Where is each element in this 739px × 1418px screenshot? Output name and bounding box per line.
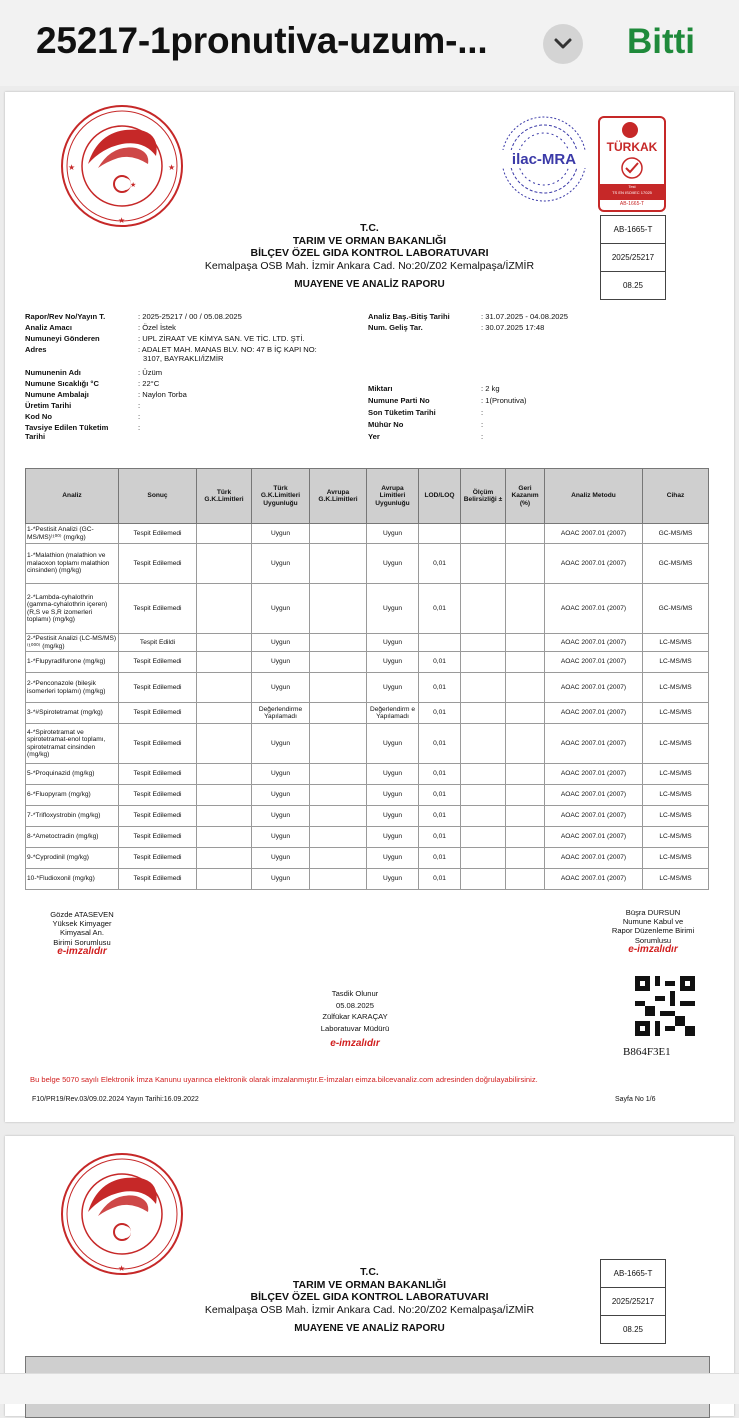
column-header: Analiz Metodu — [545, 469, 643, 524]
column-header: Türk G.K.Limitleri — [197, 469, 252, 524]
table-cell: 3-*#Spirotetramat (mg/kg) — [26, 703, 119, 724]
table-cell: Tespit Edilemedi — [119, 806, 197, 827]
signature-lab-manager: Tasdik Olunur 05.08.2025 Zülfükar KARAÇAY Laboratuvar Müdürü e-imzalıdır — [285, 988, 425, 1050]
table-row — [26, 869, 709, 890]
ministry-seal-logo — [60, 1152, 184, 1276]
table-cell: Tespit Edilemedi — [119, 724, 197, 764]
table-cell: Uygun — [367, 764, 419, 785]
table-cell — [506, 785, 545, 806]
sample-info-right: Analiz Baş.-Bitiş Tarihi : 31.07.2025 - 04.08.2025 Num. Geliş Tar. : 30.07.2025 17:48 Miktarı : 2 kg Numune Parti No : 1(Pronutiva) Son Tüketim Tarihi : Mühür No : Yer : — [368, 312, 568, 441]
svg-text:★: ★ — [130, 181, 137, 189]
table-cell — [461, 652, 506, 673]
table-cell — [310, 584, 367, 634]
table-cell: Uygun — [252, 544, 310, 584]
table-header-row — [26, 469, 709, 524]
table-cell — [506, 524, 545, 544]
table-cell: 0,01 — [419, 724, 461, 764]
table-cell — [461, 584, 506, 634]
table-cell: Uygun — [252, 764, 310, 785]
table-cell — [461, 724, 506, 764]
table-cell: Uygun — [367, 724, 419, 764]
table-cell: Uygun — [252, 673, 310, 703]
table-cell: Uygun — [252, 827, 310, 848]
svg-text:★: ★ — [68, 163, 76, 172]
table-cell — [506, 634, 545, 652]
column-header: Ölçüm Belirsizliği ± — [461, 469, 506, 524]
table-cell: AOAC 2007.01 (2007) — [545, 673, 643, 703]
table-cell: Uygun — [252, 848, 310, 869]
table-cell — [310, 724, 367, 764]
table-cell — [197, 544, 252, 584]
svg-text:ilac-MRA: ilac-MRA — [511, 151, 577, 168]
title-menu-button[interactable] — [543, 24, 583, 64]
table-cell: 0,01 — [419, 806, 461, 827]
table-cell: LC-MS/MS — [643, 785, 709, 806]
column-header: Türk G.K.Limitleri Uygunluğu — [252, 469, 310, 524]
table-cell: Uygun — [367, 634, 419, 652]
table-cell: 4-*Spirotetramat ve spirotetramat-enol toplamı, spirotetramat cinsinden (mg/kg) — [26, 724, 119, 764]
signature-sample-acceptance: Büşra DURSUN Numune Kabul ve Rapor Düzenleme Birimi Sorumlusu e-imzalıdır — [593, 908, 713, 954]
form-reference: F10/PR19/Rev.03/09.02.2024 Yayın Tarihi:16.09.2022 — [32, 1096, 199, 1103]
table-cell — [506, 544, 545, 584]
column-header: Avrupa G.K.Limitleri — [310, 469, 367, 524]
table-cell: Uygun — [367, 806, 419, 827]
table-row — [26, 524, 709, 544]
organization-header: T.C. TARIM VE ORMAN BAKANLIĞI BİLÇEV ÖZEL GIDA KONTROL LABORATUVARI Kemalpaşa OSB Mah. İzmir Ankara Cad. No:20/Z02 Kemalpaşa/İZMİR — [204, 1266, 535, 1316]
table-cell: LC-MS/MS — [643, 869, 709, 890]
table-cell: AOAC 2007.01 (2007) — [545, 869, 643, 890]
table-cell — [506, 806, 545, 827]
table-cell — [461, 848, 506, 869]
table-cell: Uygun — [252, 584, 310, 634]
accreditation-code: AB-1665-T — [601, 216, 665, 244]
table-cell — [197, 848, 252, 869]
table-row — [26, 673, 709, 703]
table-cell: Uygun — [367, 652, 419, 673]
table-cell — [310, 703, 367, 724]
table-cell — [310, 848, 367, 869]
table-cell: Tespit Edilemedi — [119, 764, 197, 785]
report-title: MUAYENE VE ANALİZ RAPORU — [294, 1323, 445, 1334]
signature-chemist: Gözde ATASEVEN Yüksek Kimyager Kimyasal An. Birimi Sorumlusu e-imzalıdır — [27, 910, 137, 956]
table-cell — [461, 764, 506, 785]
table-row — [26, 827, 709, 848]
table-row — [26, 806, 709, 827]
table-cell — [310, 785, 367, 806]
table-cell: Uygun — [367, 848, 419, 869]
table-cell: LC-MS/MS — [643, 764, 709, 785]
table-cell: Uygun — [367, 524, 419, 544]
table-cell: Uygun — [367, 785, 419, 806]
table-cell: 2-*Lambda-cyhalothrin (gamma-cyhalothrin içeren) (R,S ve S,R izomerleri toplamı) (mg/kg) — [26, 584, 119, 634]
table-cell — [310, 673, 367, 703]
table-cell: Uygun — [367, 584, 419, 634]
table-cell: Uygun — [252, 785, 310, 806]
table-cell: 0,01 — [419, 827, 461, 848]
table-cell — [461, 869, 506, 890]
table-cell: AOAC 2007.01 (2007) — [545, 652, 643, 673]
table-cell — [506, 724, 545, 764]
table-cell — [197, 634, 252, 652]
table-cell: Değerlendirme Yapılamadı — [252, 703, 310, 724]
table-cell: 2-*Pestisit Analizi (LC-MS/MS)⁽¹⁰⁰⁰⁾ (mg/kg) — [26, 634, 119, 652]
turkak-badge-icon — [622, 122, 638, 138]
table-cell: AOAC 2007.01 (2007) — [545, 544, 643, 584]
top-bar — [0, 0, 739, 86]
table-cell: GC-MS/MS — [643, 584, 709, 634]
table-row — [26, 652, 709, 673]
report-code-box: AB-1665-T 2025/25217 08.25 — [600, 1259, 666, 1344]
table-cell: LC-MS/MS — [643, 703, 709, 724]
table-row — [26, 703, 709, 724]
table-cell: AOAC 2007.01 (2007) — [545, 827, 643, 848]
page-number: Sayfa No 1/6 — [615, 1096, 656, 1103]
table-cell: 0,01 — [419, 703, 461, 724]
table-cell: Tespit Edilemedi — [119, 869, 197, 890]
table-cell: 8-*Ametoctradin (mg/kg) — [26, 827, 119, 848]
table-cell — [197, 703, 252, 724]
report-number: 2025/25217 — [601, 244, 665, 272]
bottom-toolbar — [0, 1373, 739, 1404]
table-cell: 0,01 — [419, 652, 461, 673]
table-cell — [461, 673, 506, 703]
ministry-seal-logo — [60, 104, 184, 228]
table-cell — [310, 806, 367, 827]
table-cell: 5-*Proquinazid (mg/kg) — [26, 764, 119, 785]
table-row — [26, 785, 709, 806]
table-cell: GC-MS/MS — [643, 544, 709, 584]
table-cell: Tespit Edilemedi — [119, 703, 197, 724]
table-row — [26, 544, 709, 584]
table-cell: AOAC 2007.01 (2007) — [545, 764, 643, 785]
column-header: Analiz — [26, 469, 119, 524]
column-header: Sonuç — [119, 469, 197, 524]
column-header: Geri Kazanım (%) — [506, 469, 545, 524]
verification-qr-code[interactable] — [635, 976, 695, 1036]
table-cell: 10-*Fludioxonil (mg/kg) — [26, 869, 119, 890]
check-circle-icon — [620, 156, 644, 180]
table-cell: 0,01 — [419, 584, 461, 634]
table-cell — [197, 524, 252, 544]
table-row — [26, 724, 709, 764]
table-cell: Uygun — [252, 869, 310, 890]
document-title: 25217-1pronutiva-uzum-... — [36, 20, 488, 61]
table-cell: AOAC 2007.01 (2007) — [545, 848, 643, 869]
table-cell: AOAC 2007.01 (2007) — [545, 724, 643, 764]
table-row — [26, 584, 709, 634]
table-cell: AOAC 2007.01 (2007) — [545, 703, 643, 724]
table-cell — [419, 634, 461, 652]
table-cell — [310, 634, 367, 652]
report-title: MUAYENE VE ANALİZ RAPORU — [294, 279, 445, 290]
table-cell: Uygun — [367, 544, 419, 584]
e-signature-mark: e-imzalıdır — [628, 943, 678, 955]
table-cell: LC-MS/MS — [643, 634, 709, 652]
table-cell: 0,01 — [419, 869, 461, 890]
table-cell — [506, 703, 545, 724]
e-signature-legal-note: Bu belge 5070 sayılı Elektronik İmza Kanunu uyarınca elektronik olarak imzalanmıştır.E-İmzaları eimza.bilcevanaliz.com adresinden doğrulayabilirsiniz. — [30, 1075, 538, 1084]
table-cell: 2-*Penconazole (bileşik isomerleri toplamı) (mg/kg) — [26, 673, 119, 703]
table-cell — [461, 634, 506, 652]
table-cell: Uygun — [252, 652, 310, 673]
table-cell: AOAC 2007.01 (2007) — [545, 634, 643, 652]
table-cell: Tespit Edilemedi — [119, 524, 197, 544]
table-cell — [197, 806, 252, 827]
table-row — [26, 634, 709, 652]
table-cell — [197, 869, 252, 890]
column-header: LOD/LOQ — [419, 469, 461, 524]
turkak-accreditation-logo: TÜRKAK Test TS EN ISO/IEC 17025 AB-1665-T — [598, 116, 666, 212]
table-cell: 1-*Flupyradifurone (mg/kg) — [26, 652, 119, 673]
table-cell: 0,01 — [419, 785, 461, 806]
table-cell: Tespit Edilemedi — [119, 848, 197, 869]
table-cell: AOAC 2007.01 (2007) — [545, 806, 643, 827]
table-cell: LC-MS/MS — [643, 827, 709, 848]
svg-text:★: ★ — [118, 216, 126, 225]
table-cell — [197, 673, 252, 703]
table-cell — [461, 827, 506, 848]
table-cell: 9-*Cyprodinil (mg/kg) — [26, 848, 119, 869]
table-cell — [506, 848, 545, 869]
svg-text:★: ★ — [118, 1264, 126, 1273]
table-cell: Değerlendirm e Yapılamadı — [367, 703, 419, 724]
document-page-1 — [5, 92, 734, 1122]
table-cell: Uygun — [252, 634, 310, 652]
table-cell: LC-MS/MS — [643, 673, 709, 703]
table-cell: 6-*Fluopyram (mg/kg) — [26, 785, 119, 806]
table-cell: Uygun — [367, 827, 419, 848]
table-cell — [310, 652, 367, 673]
table-cell: AOAC 2007.01 (2007) — [545, 524, 643, 544]
table-cell — [197, 652, 252, 673]
column-header: Avrupa Limitleri Uygunluğu — [367, 469, 419, 524]
table-cell: Tespit Edilemedi — [119, 827, 197, 848]
table-cell: Uygun — [252, 724, 310, 764]
analysis-results-table — [25, 468, 709, 890]
table-cell: Tespit Edilemedi — [119, 785, 197, 806]
table-cell: Uygun — [252, 524, 310, 544]
table-row — [26, 848, 709, 869]
table-cell — [506, 652, 545, 673]
table-cell: LC-MS/MS — [643, 652, 709, 673]
table-cell — [506, 673, 545, 703]
done-button[interactable]: Bitti — [627, 22, 696, 61]
table-cell: Tespit Edilemedi — [119, 584, 197, 634]
table-cell: Uygun — [367, 673, 419, 703]
ilac-mra-logo — [499, 114, 589, 204]
sample-info-left: Rapor/Rev No/Yayın T. : 2025-25217 / 00 / 05.08.2025 Analiz Amacı : Özel İstek Numuneyi Gönderen : UPL ZİRAAT VE KİMYA SAN. VE TİC. LTD. ŞTİ. Adres : ADALET MAH. MANAS BLV. NO: 47 B İÇ KAPI NO: 3107, BAYRAKLI/İZMİR Numunenin Adı : Üzüm Numune Sıcaklığı °C : 22°C Numune Ambalajı : Naylon Torba Üretim Tarihi : Kod No : Tavsiye Edilen Tüketim : Tarihi — [25, 312, 317, 441]
table-cell: 0,01 — [419, 544, 461, 584]
svg-text:★: ★ — [168, 163, 176, 172]
table-cell — [310, 524, 367, 544]
table-cell: 0,01 — [419, 673, 461, 703]
table-cell — [197, 584, 252, 634]
table-cell: Uygun — [367, 869, 419, 890]
table-cell — [506, 869, 545, 890]
table-cell: 0,01 — [419, 848, 461, 869]
report-period: 08.25 — [622, 281, 644, 290]
table-cell: 1-*Pestisit Analizi (GC-MS/MS)⁽¹⁰⁰⁾ (mg/kg) — [26, 524, 119, 544]
table-cell — [461, 524, 506, 544]
table-cell — [310, 764, 367, 785]
table-cell — [506, 827, 545, 848]
table-cell — [506, 584, 545, 634]
table-cell — [461, 785, 506, 806]
table-cell — [461, 544, 506, 584]
table-cell — [310, 544, 367, 584]
table-cell: 0,01 — [419, 764, 461, 785]
table-cell — [461, 703, 506, 724]
verification-code: B864F3E1 — [623, 1046, 671, 1058]
e-signature-mark: e-imzalıdır — [57, 945, 107, 957]
table-cell — [419, 524, 461, 544]
table-cell — [461, 806, 506, 827]
table-cell: 1-*Malathion (malathion ve malaoxon toplamı malathion cinsinden) (mg/kg) — [26, 544, 119, 584]
table-row — [26, 764, 709, 785]
organization-header: T.C. TARIM VE ORMAN BAKANLIĞI BİLÇEV ÖZEL GIDA KONTROL LABORATUVARI Kemalpaşa OSB Mah. İzmir Ankara Cad. No:20/Z02 Kemalpaşa/İZMİR — [204, 222, 535, 272]
table-cell: AOAC 2007.01 (2007) — [545, 785, 643, 806]
table-cell — [197, 764, 252, 785]
table-cell: AOAC 2007.01 (2007) — [545, 584, 643, 634]
e-signature-mark: e-imzalıdır — [330, 1038, 380, 1049]
table-cell — [197, 827, 252, 848]
table-cell: Tespit Edildi — [119, 634, 197, 652]
column-header: Cihaz — [643, 469, 709, 524]
chevron-down-icon — [553, 37, 573, 51]
table-cell — [197, 724, 252, 764]
table-cell: LC-MS/MS — [643, 724, 709, 764]
table-cell: Uygun — [252, 806, 310, 827]
table-cell: Tespit Edilemedi — [119, 652, 197, 673]
table-cell: Tespit Edilemedi — [119, 544, 197, 584]
table-cell: LC-MS/MS — [643, 806, 709, 827]
table-cell: GC-MS/MS — [643, 524, 709, 544]
table-cell: 7-*Trifloxystrobin (mg/kg) — [26, 806, 119, 827]
table-cell — [310, 827, 367, 848]
table-cell — [310, 869, 367, 890]
table-cell — [197, 785, 252, 806]
table-cell: Tespit Edilemedi — [119, 673, 197, 703]
table-cell: LC-MS/MS — [643, 848, 709, 869]
table-cell — [506, 764, 545, 785]
